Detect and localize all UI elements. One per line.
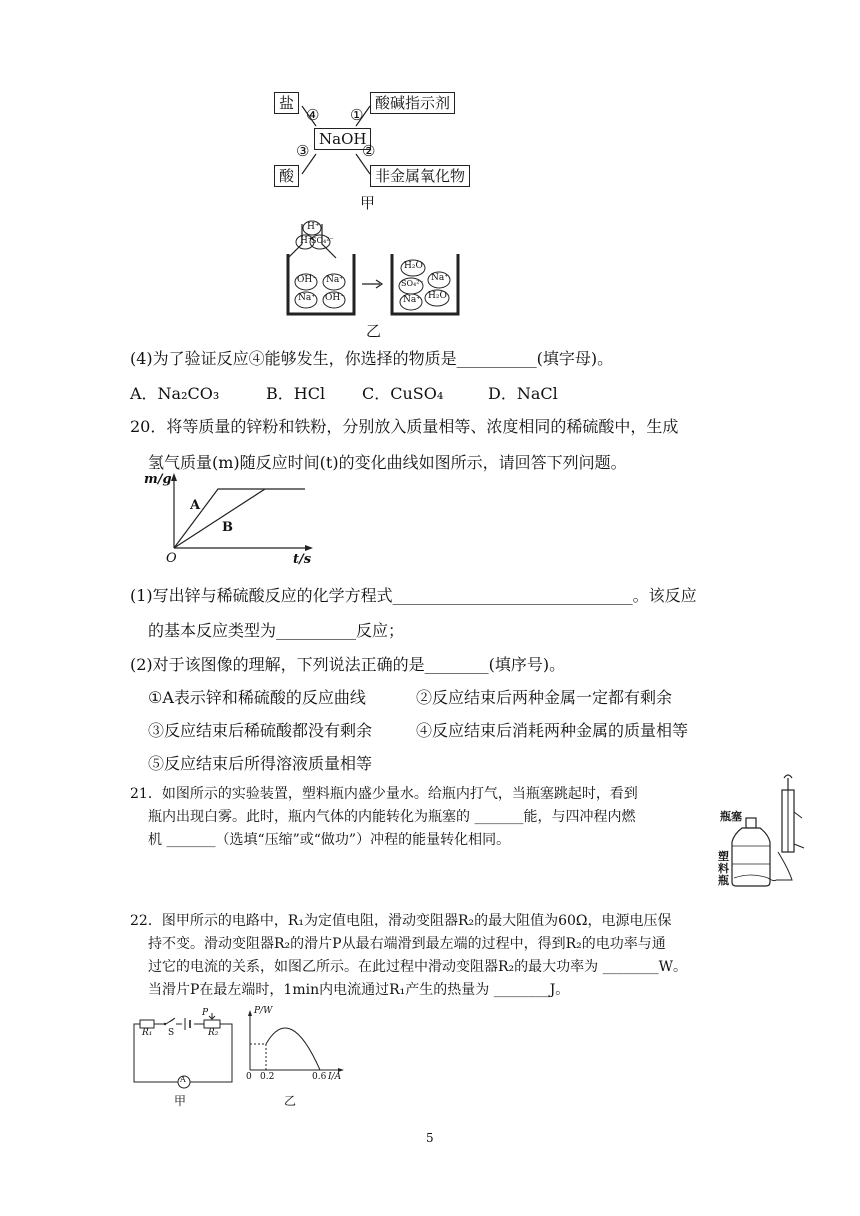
circuit-caption: 甲 [174,1094,187,1108]
right-ion-2: Na⁺ [431,273,449,283]
left-ion-3: Na⁺ [298,293,316,303]
q20-option-1: ①A表示锌和稀硫酸的反应曲线 [148,688,366,707]
q20-option-5: ⑤反应结束后所得溶液质量相等 [148,754,373,773]
diagram-jia [270,88,490,213]
label-n3: ③ [296,142,310,160]
q19-option-c: C．CuSO₄ [362,384,444,403]
q22-line4: 当滑片P在最左端时，1min内电流通过R₁产生的热量为 ________J。 [148,982,570,998]
q22-graph-tick0: 0 [246,1072,252,1082]
q20-option-3: ③反应结束后稀硫酸都没有剩余 [148,721,373,740]
q20-line2: 氢气质量(m)随反应时间(t)的变化曲线如图所示，请回答下列问题。 [148,453,627,472]
q20-option-4: ④反应结束后消耗两种金属的质量相等 [416,721,689,740]
q19-option-d: D．NaCl [488,384,558,403]
left-ion-2: Na⁺ [326,275,344,285]
q20-p1-line2: 的基本反应类型为__________反应； [148,621,405,640]
label-stopper: 瓶塞 [720,810,742,823]
q20-curve-a: A [190,498,201,513]
q22-circuit [128,1010,238,1110]
caption-jia: 甲 [360,194,376,212]
q22-graph-caption: 乙 [284,1094,297,1108]
q20-p1-line1: (1)写出锌与稀硫酸反应的化学方程式______________________________。该反应 [130,586,697,605]
label-bottle-3: 瓶 [718,874,729,887]
left-ion-1: OH⁻ [297,275,317,285]
page-number: 5 [426,1131,434,1145]
q20-ylabel: m/g [144,472,172,487]
circuit-r1: R₁ [142,1028,153,1038]
circuit-switch: S [168,1028,175,1038]
q22-graph-tick1: 0.2 [260,1072,275,1082]
salt-box: 盐 [274,92,299,114]
q20-curve-b: B [222,520,233,535]
label-n1: ① [350,106,364,124]
q22-graph-tick2: 0.6 [312,1072,327,1082]
label-n2: ② [362,142,376,160]
drop-ion-3: SO₄²⁻ [311,236,334,245]
circuit-ammeter: A [180,1075,186,1084]
q20-xlabel: t/s [293,552,312,567]
q21-bottle-figure [718,772,810,892]
q20-line1: 20．将等质量的锌粉和铁粉，分别放入质量相等、浓度相同的稀硫酸中，生成 [130,417,679,436]
right-ion-1: H₂O [404,261,423,271]
right-ion-5: H₂O [428,291,447,301]
circuit-slider: P [202,1008,209,1018]
left-ion-4: OH⁻ [325,293,345,303]
q22-graph-svg [240,1008,360,1088]
right-ion-3: SO₄²⁻ [401,279,424,288]
q19-4-text: (4)为了验证反应④能够发生，你选择的物质是__________(填字母)。 [130,349,614,368]
naoh-box: NaOH [314,128,371,150]
q21-line3: 机 _______（选填“压缩”或“做功”）冲程的能量转化相同。 [148,832,511,848]
diagram-yi [280,218,470,340]
q22-line1: 22．图甲所示的电路中，R₁为定值电阻，滑动变阻器R₂的最大阻值为60Ω，电源电压保 [130,913,672,929]
drop-ion-2: H⁺ [300,236,313,246]
q21-line2: 瓶内出现白雾。此时，瓶内气体的内能转化为瓶塞的 _______能，与四冲程内燃 [148,809,636,825]
q22-graph-xlabel: I/A [328,1072,342,1082]
caption-yi: 乙 [366,322,382,340]
label-n4: ④ [306,106,320,124]
q21-line1: 21．如图所示的实验装置，塑料瓶内盛少量水。给瓶内打气，当瓶塞跳起时，看到 [130,786,638,802]
drop-ion-1: H⁺ [307,222,320,232]
q20-p2: (2)对于该图像的理解，下列说法正确的是________(填序号)。 [130,655,566,674]
bottle-drawing [718,772,810,892]
label-bottle-1: 塑 [718,850,729,863]
q19-option-b: B．HCl [266,384,326,403]
circuit-r2: R₂ [208,1028,219,1038]
q22-graph-ylabel: P/W [254,1006,273,1016]
nonmetal-oxide-box: 非金属氧化物 [370,165,470,187]
q22-graph [240,1008,360,1112]
q20-option-2: ②反应结束后两种金属一定都有剩余 [416,688,673,707]
indicator-box: 酸碱指示剂 [370,92,455,114]
q22-line2: 持不变。滑动变阻器R₂的滑片P从最右端滑到最左端的过程中，得到R₂的电功率与通 [148,936,666,952]
q20-graph [140,470,320,580]
q22-line3: 过它的电流的关系，如图乙所示。在此过程中滑动变阻器R₂的最大功率为 ________W。 [148,959,687,975]
q19-option-a: A．Na₂CO₃ [130,384,220,403]
label-bottle-2: 料 [718,862,729,875]
right-ion-4: Na⁺ [403,295,421,305]
acid-box: 酸 [274,165,299,187]
q20-origin: O [166,551,177,566]
